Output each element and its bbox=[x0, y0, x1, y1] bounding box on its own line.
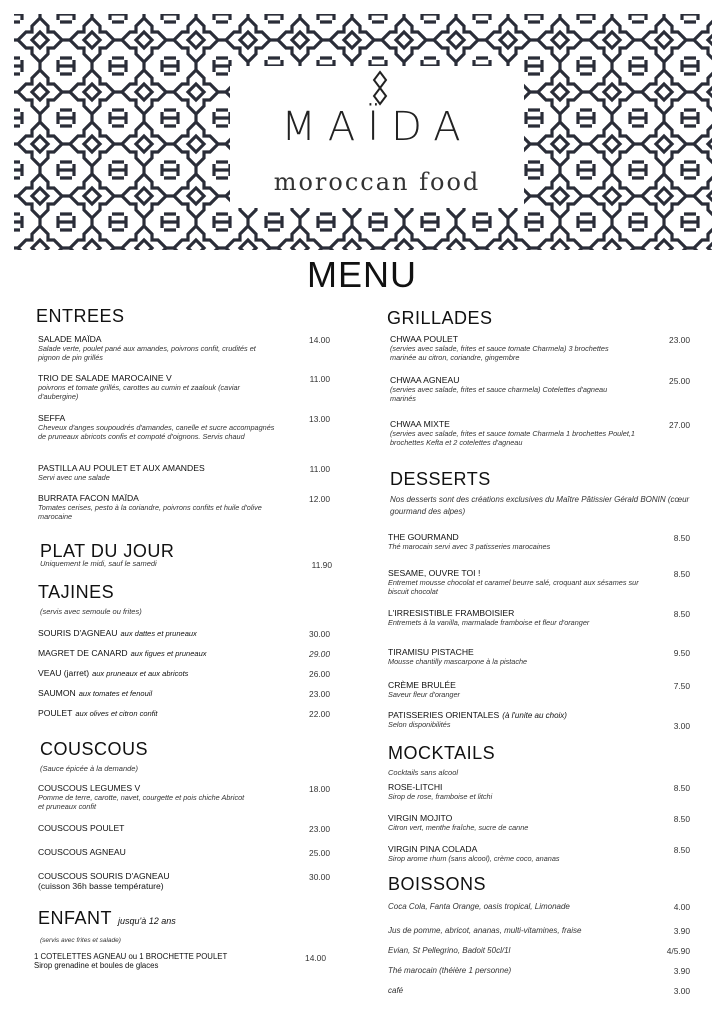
item-price: 26.00 bbox=[309, 669, 330, 679]
mocktails-heading: MOCKTAILS bbox=[388, 743, 496, 763]
item-name: 1 COTELETTES AGNEAU ou 1 BROCHETTE POULET bbox=[34, 952, 228, 961]
item-name: CHWAA AGNEAU bbox=[390, 375, 460, 385]
item-name: CHWAA MIXTE bbox=[390, 419, 450, 429]
item-desc: Salade verte, poulet pané aux amandes, poivrons confit, crudités et pignon de pin grillés bbox=[38, 344, 256, 362]
item-name: TIRAMISU PISTACHE bbox=[388, 647, 474, 657]
item-desc: poivrons et tomate grillés, carottes au cumin et zaalouk (caviar d'aubergine) bbox=[38, 383, 240, 401]
item-name: VIRGIN MOJITO bbox=[388, 813, 453, 823]
drink-name: café bbox=[388, 986, 404, 995]
enfant-note: (servis avec frites et salade) bbox=[40, 937, 121, 944]
item-desc: Sirop grenadine et boules de glaces bbox=[34, 961, 159, 970]
item-price: 3.00 bbox=[673, 721, 690, 731]
item-price: 11.00 bbox=[309, 374, 330, 384]
menu-item bbox=[38, 708, 158, 718]
menu-item bbox=[388, 608, 638, 627]
item-desc: Tomates cerises, pesto à la coriandre, poivrons confits et huile d'olive marocaine bbox=[38, 503, 262, 521]
item-mod: aux figues et pruneaux bbox=[130, 649, 207, 658]
item-name: CRÈME BRULÉE bbox=[388, 680, 456, 690]
item-price: 23.00 bbox=[309, 689, 330, 699]
item-desc: Entremet mousse chocolat et caramel beurre salé, croquant aux sésames sur biscuit chocolat bbox=[388, 578, 639, 596]
tajines-heading: TAJINES bbox=[38, 582, 115, 602]
item-desc: Mousse chantilly mascarpone à la pistache bbox=[388, 657, 528, 666]
menu-item bbox=[388, 710, 648, 729]
item-name: ROSE-LITCHI bbox=[388, 782, 443, 792]
item-desc: (cuisson 36h basse température) bbox=[38, 881, 164, 891]
item-price: 7.50 bbox=[673, 681, 690, 691]
item-name: BURRATA FACON MAÏDA bbox=[38, 493, 139, 503]
menu-item bbox=[388, 782, 638, 801]
item-desc: Servi avec une salade bbox=[38, 473, 110, 482]
item-price: 18.00 bbox=[309, 784, 330, 794]
item-price: 23.00 bbox=[309, 824, 330, 834]
item-price: 8.50 bbox=[673, 783, 690, 793]
menu-item bbox=[38, 688, 152, 698]
plat-du-jour-price: 11.90 bbox=[311, 560, 332, 570]
item-price: 27.00 bbox=[669, 420, 690, 430]
desserts-heading: DESSERTS bbox=[390, 469, 491, 489]
menu-item bbox=[38, 847, 126, 857]
menu-item bbox=[38, 823, 124, 833]
item-name: COUSCOUS AGNEAU bbox=[38, 847, 126, 857]
item-name: SOURIS D'AGNEAU bbox=[38, 628, 118, 638]
menu-item bbox=[38, 334, 278, 362]
item-name: SEFFA bbox=[38, 413, 66, 423]
item-mod: aux tomates et fenouil bbox=[78, 689, 153, 698]
item-price: 30.00 bbox=[309, 629, 330, 639]
menu-item bbox=[388, 680, 638, 699]
menu-item bbox=[388, 568, 648, 596]
item-price: 25.00 bbox=[309, 848, 330, 858]
menu-item bbox=[38, 648, 207, 658]
item-desc: Thé marocain servi avec 3 patisseries marocaines bbox=[388, 542, 551, 551]
menu-item bbox=[388, 844, 638, 863]
item-price: 22.00 bbox=[309, 709, 330, 719]
grillades-heading: GRILLADES bbox=[387, 308, 493, 328]
drink-name: Coca Cola, Fanta Orange, oasis tropical, Limonade bbox=[388, 902, 570, 911]
enfant-age: jusqu'à 12 ans bbox=[118, 916, 176, 926]
logo-ornament-icon bbox=[230, 66, 524, 106]
menu-item bbox=[388, 647, 638, 666]
logo-box bbox=[230, 66, 524, 208]
menu-item bbox=[390, 334, 610, 362]
entrees-heading: ENTREES bbox=[36, 306, 125, 326]
item-desc: Sirop de rose, framboise et litchi bbox=[388, 792, 493, 801]
item-mod: aux pruneaux et aux abricots bbox=[92, 669, 189, 678]
enfant-title: ENFANT bbox=[38, 908, 113, 928]
item-name: PATISSERIES ORIENTALES bbox=[388, 710, 500, 720]
item-name: CHWAA POULET bbox=[390, 334, 458, 344]
brand-tagline: moroccan food bbox=[273, 168, 481, 196]
item-name: VEAU (jarret) bbox=[38, 668, 90, 678]
item-name: VIRGIN PINA COLADA bbox=[388, 844, 478, 854]
mocktails-note: Cocktails sans alcool bbox=[388, 768, 459, 777]
couscous-note: (Sauce épicée à la demande) bbox=[40, 764, 138, 773]
item-mod: aux olives et citron confit bbox=[75, 709, 158, 718]
plat-du-jour-note: Uniquement le midi, sauf le samedi bbox=[40, 559, 157, 568]
drink-name: Evian, St Pellegrino, Badoit 50cl/1l bbox=[388, 946, 511, 955]
menu-item bbox=[390, 419, 640, 447]
item-name: TRIO DE SALADE MAROCAINE V bbox=[38, 373, 172, 383]
menu-item bbox=[38, 783, 248, 811]
menu-item bbox=[38, 413, 278, 441]
item-price: 30.00 bbox=[309, 872, 330, 882]
item-name: COUSCOUS LEGUMES V bbox=[38, 783, 141, 793]
drink-name: Jus de pomme, abricot, ananas, multi-vitamines, fraise bbox=[388, 926, 582, 935]
item-name: PASTILLA AU POULET ET AUX AMANDES bbox=[38, 463, 205, 473]
item-desc: (servies avec salade, frites et sauce charmela) Cotelettes d'agneau marinés bbox=[390, 385, 608, 403]
drink-price: 3.90 bbox=[673, 966, 690, 976]
item-price: 8.50 bbox=[673, 569, 690, 579]
item-name: POULET bbox=[38, 708, 73, 718]
item-name: SAUMON bbox=[38, 688, 76, 698]
item-price: 25.00 bbox=[669, 376, 690, 386]
item-price: 11.00 bbox=[309, 464, 330, 474]
brand-name: MAÏDA bbox=[281, 104, 473, 150]
drink-price: 4.00 bbox=[673, 902, 690, 912]
item-price: 12.00 bbox=[309, 494, 330, 504]
drink-price: 3.90 bbox=[673, 926, 690, 936]
item-name: SALADE MAÏDA bbox=[38, 334, 102, 344]
item-desc: Cheveux d'anges soupoudrés d'amandes, canelle et sucre accompagnés de pruneaux abricots confis et compoté d'oignons. Servis chaud bbox=[38, 423, 275, 441]
item-desc: (servies avec salade, frites et sauce tomate Charmela 1 brochettes Poulet,1 brochettes Kefta et 2 cotelettes d'agneau bbox=[390, 429, 635, 447]
menu-item bbox=[38, 668, 188, 678]
tajines-note: (servis avec semoule ou frites) bbox=[40, 607, 142, 616]
item-price: 23.00 bbox=[669, 335, 690, 345]
item-desc: Citron vert, menthe fraîche, sucre de canne bbox=[388, 823, 529, 832]
item-desc: (servies avec salade, frites et sauce tomate Charmela) 3 brochettes marinée au citron, coriandre, gingembre bbox=[390, 344, 609, 362]
item-mod: aux dattes et pruneaux bbox=[120, 629, 197, 638]
page-title: MENU bbox=[307, 254, 417, 295]
item-price: 8.50 bbox=[673, 845, 690, 855]
desserts-note: Nos desserts sont des créations exclusives du Maître Pâtissier Gérald BONIN (cœur gourmand des alpes) bbox=[390, 495, 690, 516]
enfant-heading bbox=[38, 908, 176, 929]
item-price: 14.00 bbox=[305, 953, 326, 963]
item-name: THE GOURMAND bbox=[388, 532, 459, 542]
item-price: 13.00 bbox=[309, 414, 330, 424]
couscous-heading: COUSCOUS bbox=[40, 739, 149, 759]
item-price: 14.00 bbox=[309, 335, 330, 345]
header-pattern bbox=[14, 14, 712, 250]
menu-item bbox=[388, 813, 638, 832]
menu-item bbox=[34, 952, 294, 970]
item-price: 8.50 bbox=[673, 533, 690, 543]
menu-item bbox=[38, 493, 278, 521]
item-price: 9.50 bbox=[673, 648, 690, 658]
menu-item bbox=[38, 871, 278, 891]
item-desc: Entremets à la vanilla, marmalade framboise et fleur d'oranger bbox=[388, 618, 590, 627]
item-mod: (à l'unite au choix) bbox=[502, 711, 567, 720]
menu-item bbox=[38, 373, 278, 401]
drink-price: 4/5.90 bbox=[666, 946, 690, 956]
plat-du-jour-heading: PLAT DU JOUR bbox=[40, 541, 175, 561]
item-desc: Sirop arome rhum (sans alcool), crème coco, ananas bbox=[388, 854, 560, 863]
drink-name: Thé marocain (théière 1 personne) bbox=[388, 966, 512, 975]
item-name: COUSCOUS POULET bbox=[38, 823, 125, 833]
menu-item bbox=[390, 375, 610, 403]
boissons-heading: BOISSONS bbox=[388, 874, 487, 894]
drink-price: 3.00 bbox=[673, 986, 690, 996]
item-desc: Saveur fleur d'oranger bbox=[388, 690, 460, 699]
item-price: 8.50 bbox=[673, 609, 690, 619]
item-name: L'IRRESISTIBLE FRAMBOISIER bbox=[388, 608, 515, 618]
menu-item bbox=[388, 532, 638, 551]
item-price: 8.50 bbox=[673, 814, 690, 824]
item-name: COUSCOUS SOURIS D'AGNEAU bbox=[38, 871, 170, 881]
item-name: SESAME, OUVRE TOI ! bbox=[388, 568, 481, 578]
item-desc: Selon disponibilités bbox=[388, 720, 451, 729]
item-name: MAGRET DE CANARD bbox=[38, 648, 128, 658]
menu-item bbox=[38, 628, 197, 638]
item-desc: Pomme de terre, carotte, navet, courgette et pois chiche Abricot et pruneaux confit bbox=[38, 793, 245, 811]
item-price: 29.00 bbox=[309, 649, 330, 659]
menu-item bbox=[38, 463, 278, 482]
